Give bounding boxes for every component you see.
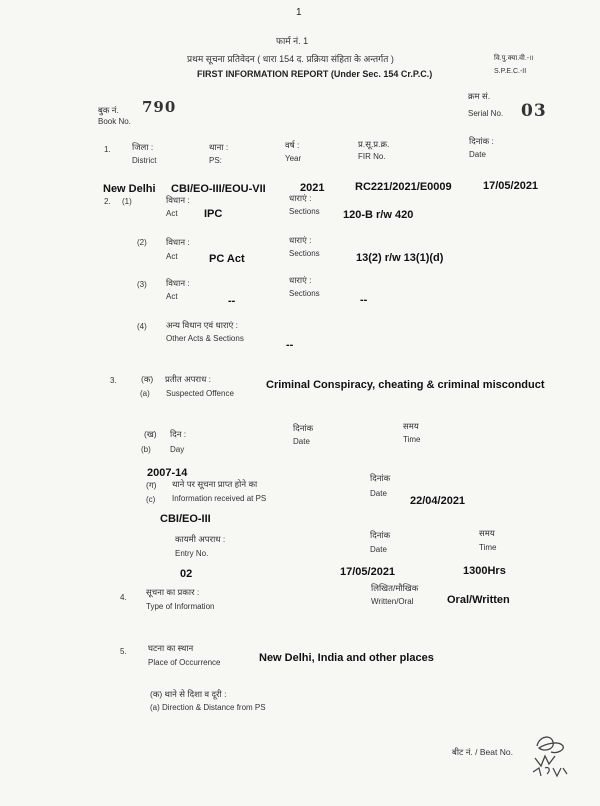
other-acts-number: (4) [137,322,147,331]
sections-2-label-hindi: धाराएं : [289,235,312,245]
item-3-number: 3. [110,376,117,385]
info-date-label: Date [370,489,387,498]
info-type-label-hindi: सूचना का प्रकार : [146,587,200,597]
ps-label-hindi: थाना : [209,142,229,152]
date-label: Date [469,150,486,159]
act-2-label: Act [166,252,178,261]
item-2-number: 2. [104,197,111,206]
act-3-label: Act [166,292,178,301]
info-date-label-hindi: दिनांक [370,473,391,483]
act-2-number: (2) [137,238,147,247]
place-label-hindi: घटना का स्थान [148,643,194,653]
sections-2-value: 13(2) r/w 13(1)(d) [356,252,444,264]
offence-index-hindi: (क) [141,374,154,384]
fir-label-hindi: प्र.सू.प्र.क्र. [358,139,390,149]
hindi-title: प्रथम सूचना प्रतिवेदन ( धारा 154 द. प्रक्रिया संहिता के अन्तर्गत ) [187,54,394,64]
direction-label: (a) Direction & Distance from PS [150,703,266,712]
act-3-label-hindi: विधान : [166,278,190,288]
offence-label-hindi: प्रतीत अपराध : [165,374,212,384]
offence-label: Suspected Offence [166,389,234,398]
day-index-hindi: (ख) [144,429,157,439]
other-acts-label-hindi: अन्य विधान एवं धाराएं : [166,320,239,330]
form-code-english: S.P.E.C.-II [494,68,527,75]
sections-1-label: Sections [289,207,320,216]
entry-label-hindi: कायमी अपराध : [175,534,226,544]
act-1-number: (1) [122,197,132,206]
act-3-value: -- [228,295,236,307]
sections-1-label-hindi: धाराएं : [289,193,312,203]
sections-3-label-hindi: धाराएं : [289,275,312,285]
info-index-hindi: (ग) [146,480,157,490]
info-type-label: Type of Information [146,602,215,611]
other-acts-label: Other Acts & Sections [166,334,244,343]
form-number: फार्म नं. 1 [276,36,309,46]
day-label: Day [170,445,185,454]
fir-date-value: 17/05/2021 [483,180,539,192]
handwritten-initials [529,730,573,778]
other-acts-value: -- [286,339,294,351]
year-value: 2021 [300,182,325,194]
act-1-label-hindi: विधान : [166,195,190,205]
sections-3-value: -- [360,294,368,306]
entry-number-value: 02 [180,568,193,580]
form-code-hindi: वि.पु.क्या.वी.-॥ [494,55,534,62]
fir-label: FIR No. [358,152,386,161]
offence-value: Criminal Conspiracy, cheating & criminal misconduct [266,379,545,391]
serial-label-hindi: क्रम सं. [468,91,491,101]
book-number: 790 [142,98,177,116]
offence-date-label-hindi: दिनांक [293,423,314,433]
year-label-hindi: वर्ष : [285,140,300,150]
info-date-value: 22/04/2021 [410,495,466,507]
item-5-number: 5. [120,647,127,656]
page-number: 1 [296,7,302,18]
info-label-hindi: थाने पर सूचना प्राप्त होने का [172,479,258,489]
district-value: New Delhi [103,183,156,195]
item-4-number: 4. [120,593,127,602]
district-label-hindi: जिला : [132,142,154,152]
sections-2-label: Sections [289,249,320,258]
serial-number: 03 [521,101,547,121]
info-type-value: Oral/Written [447,594,510,606]
date-label-hindi: दिनांक : [469,136,494,146]
entry-date-label-hindi: दिनांक [370,530,391,540]
sections-3-label: Sections [289,289,320,298]
district-label: District [132,156,157,165]
entry-date-label: Date [370,545,387,554]
offence-index: (a) [140,389,150,398]
book-label-hindi: बुक नं. [98,105,119,115]
offence-time-label-hindi: समय [403,421,419,431]
entry-label: Entry No. [175,549,209,558]
place-label: Place of Occurrence [148,658,221,667]
day-index: (b) [141,445,151,454]
beat-number-label: बीट नं. / Beat No. [452,747,513,757]
direction-label-hindi: (क) थाने से दिशा व दूरी : [150,689,227,699]
entry-time-label: Time [479,543,497,552]
entry-time-value: 1300Hrs [463,565,506,577]
offence-date-label: Date [293,437,310,446]
book-label: Book No. [98,117,131,126]
fir-number-value: RC221/2021/E0009 [355,181,452,193]
ps-label: PS: [209,156,222,165]
act-3-number: (3) [137,280,147,289]
entry-date-value: 17/05/2021 [340,566,396,578]
info-index: (c) [146,495,156,504]
act-1-value: IPC [204,208,223,220]
place-value: New Delhi, India and other places [259,652,434,664]
entry-time-label-hindi: समय [479,528,495,538]
year-label: Year [285,154,302,163]
serial-label: Serial No. [468,109,504,118]
written-oral-label: Written/Oral [371,597,414,606]
branch-value: CBI/EO-III [160,513,211,525]
day-label-hindi: दिन : [170,429,187,439]
act-2-value: PC Act [209,253,245,265]
written-oral-label-hindi: लिखित/मौखिक [371,583,419,593]
sections-1-value: 120-B r/w 420 [343,209,414,221]
item-1-number: 1. [104,145,111,154]
english-title: FIRST INFORMATION REPORT (Under Sec. 154 Cr.P.C.) [197,69,433,79]
act-1-label: Act [166,209,178,218]
info-label: Information received at PS [172,494,267,503]
act-2-label-hindi: विधान : [166,237,190,247]
offence-time-label: Time [403,435,421,444]
ps-value: CBI/EO-III/EOU-VII [171,183,266,195]
info-reference-value: 2007-14 [147,467,188,479]
